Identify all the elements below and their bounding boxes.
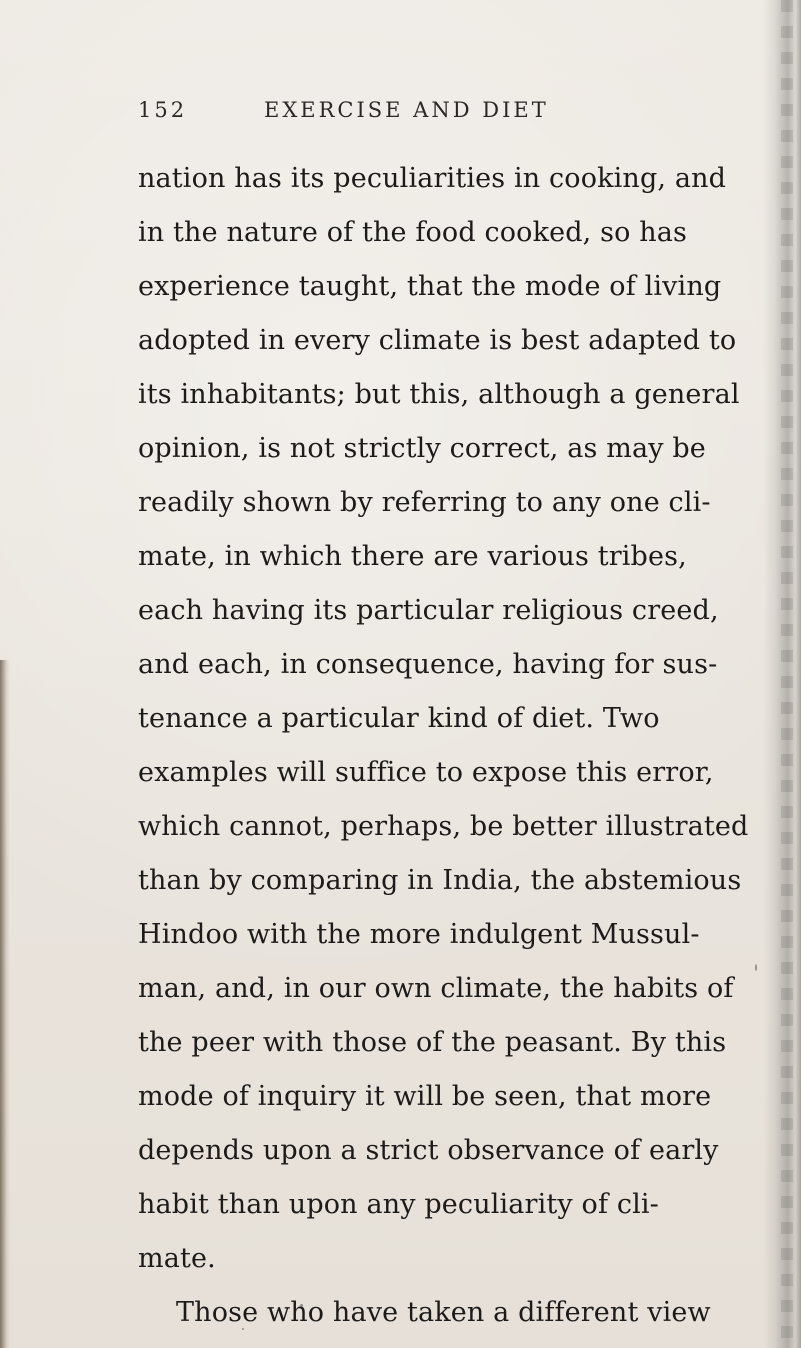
text-line: than by comparing in India, the abstemious [138,865,742,896]
text-line: nation has its peculiarities in cooking, and [138,163,727,194]
text-line: which cannot, perhaps, be better illustrated [138,811,749,842]
text-line: opinion, is not strictly correct, as may be [138,433,706,464]
text-line: in the nature of the food cooked, so has [138,217,688,248]
page-speck [755,964,757,971]
text-line: readily shown by referring to any one cli- [138,487,711,518]
text-line: habit than upon any peculiarity of cli- [138,1189,659,1220]
text-line: and each, in consequence, having for sus- [138,649,718,680]
text-line: mate, in which there are various tribes, [138,541,687,572]
text-line: depends upon a strict observance of early [138,1135,719,1166]
text-line: tenance a particular kind of diet. Two [138,703,660,734]
page-edge [763,0,801,1348]
paragraph-start-line: Those who have taken a different view [176,1297,711,1328]
text-line: man, and, in our own climate, the habits of [138,973,734,1004]
page-number: 152 [138,98,188,122]
text-line: adopted in every climate is best adapted to [138,325,737,356]
text-line: the peer with those of the peasant. By this [138,1027,727,1058]
text-line: its inhabitants; but this, although a general [138,379,740,410]
running-head [138,98,558,138]
text-line: Hindoo with the more indulgent Mussul- [138,919,700,950]
text-line: mode of inquiry it will be seen, that more [138,1081,712,1112]
text-line: each having its particular religious creed, [138,595,719,626]
body-text [138,152,749,1340]
text-line: mate. [138,1243,216,1274]
text-line: experience taught, that the mode of living [138,271,722,302]
running-title: EXERCISE AND DIET [264,98,549,122]
text-line: examples will suffice to expose this error, [138,757,714,788]
binding-shadow [0,660,10,1348]
